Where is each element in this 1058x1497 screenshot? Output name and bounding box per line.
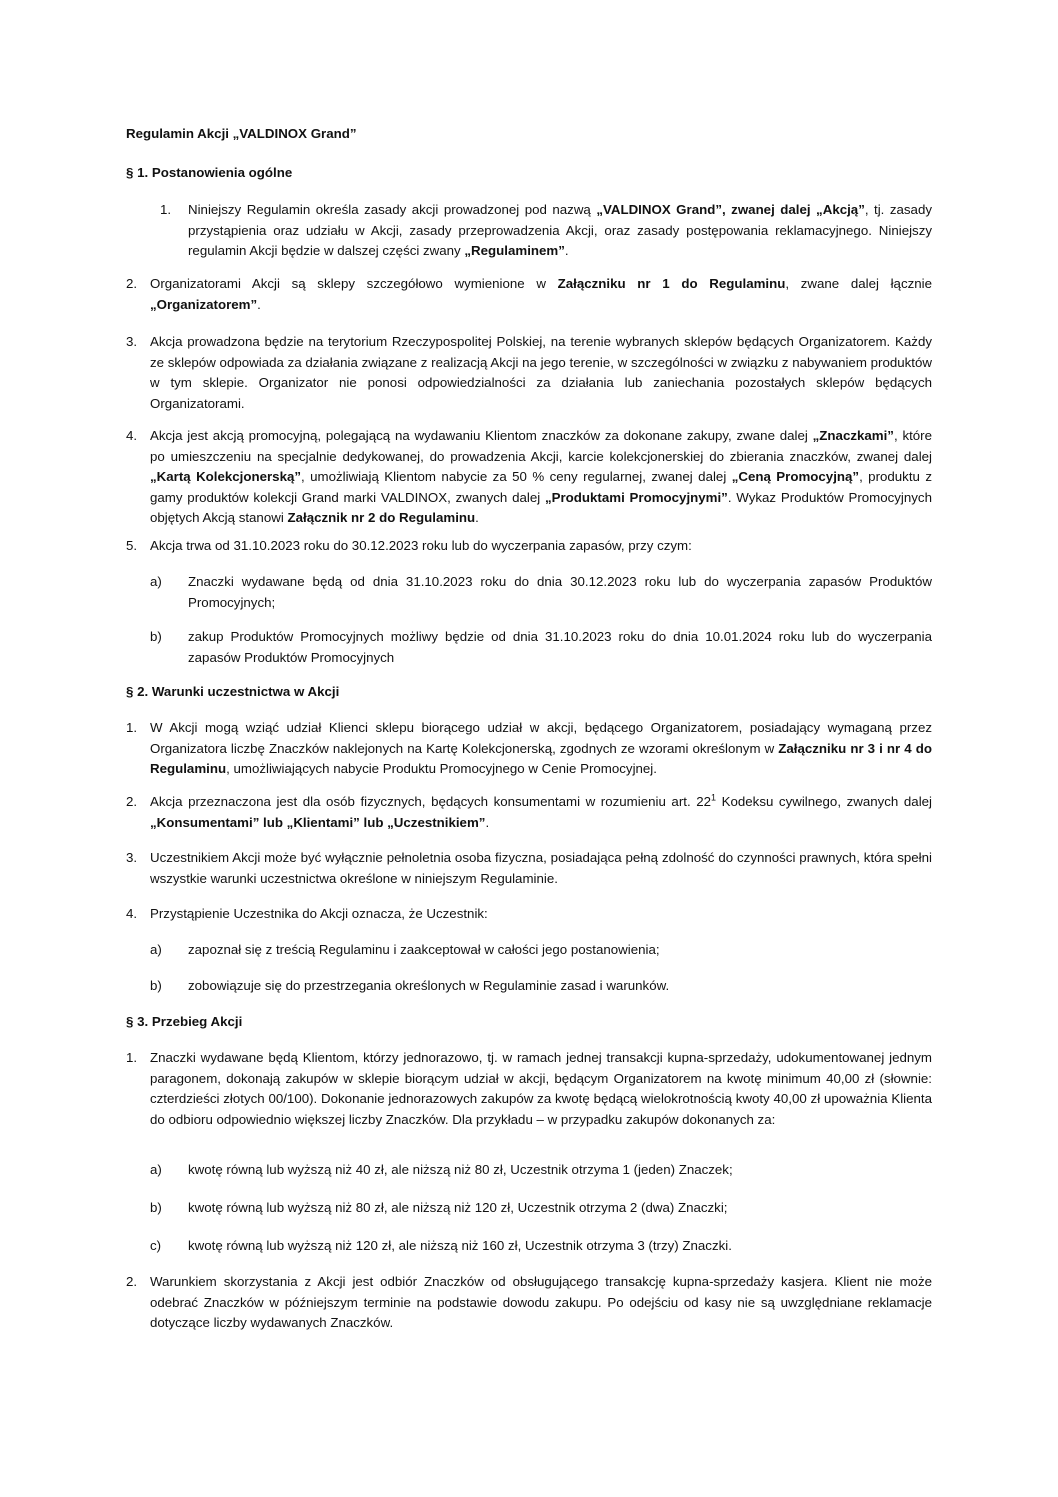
section-2-item-2-number: 2.: [126, 794, 138, 809]
section-3-heading: § 3. Przebieg Akcji: [126, 1014, 243, 1029]
section-1-item-5-number: 5.: [126, 538, 138, 553]
bold-run: Załącznik nr 2 do Regulaminu: [287, 510, 476, 525]
section-1-item-1-number: 1.: [160, 202, 172, 217]
text-run: .: [564, 243, 569, 258]
section-2-heading: § 2. Warunki uczestnictwa w Akcji: [126, 684, 340, 699]
section-1-item-4-number: 4.: [126, 428, 138, 443]
section-1-item-5-a-letter: a): [150, 574, 162, 589]
section-3-item-2-number: 2.: [126, 1274, 138, 1289]
text-run: Kodeksu cywilnego, zwanych dalej: [716, 794, 933, 809]
text-run: , tj. zasady przystąpienia oraz udziału w Akcji, zasady przeprowadzenia Akcji, oraz zasady postępowania reklamacyjnego. Niniejszy regulamin Akcji będzie w dalszej części zwany: [188, 202, 932, 258]
section-1-item-2-number: 2.: [126, 276, 138, 291]
section-3-item-1: Znaczki wydawane będą Klientom, którzy jednorazowo, tj. w ramach jednej transakcji kupna-sprzedaży, udokumentowanej jednym paragonem, dokonają zakupów w sklepie biorącym udział w akcji, będącym Organizatorem na kwotę minimum 40,00 zł (słownie: czterdzieści złotych 00/100). Dokonanie jednorazowych zakupów za kwotę będącą wielokrotnością kwoty 40,00 zł upoważnia Klienta do odbioru odpowiednio większej liczby Znaczków. Dla przykładu – w przypadku zakupów dokonanych za:: [150, 1050, 932, 1127]
section-1-heading: § 1. Postanowienia ogólne: [126, 165, 293, 180]
text-run: W Akcji mogą wziąć udział Klienci sklepu biorącego udział w akcji, będącego Organizatorem, posiadający wymaganą przez Organizatora liczbę Znaczków naklejonych na Kartę Kolekcjonerską, zgodnych ze wzorami określonym w: [150, 720, 932, 756]
text-run: , które po umieszczeniu na specjalnie dedykowanej, do prowadzenia Akcji, karcie kolekcjonerskiej do zbierania znaczków, zwanej dalej: [150, 428, 933, 464]
text-run: Akcja przeznaczona jest dla osób fizycznych, będących konsumentami w rozumieniu art. 22: [150, 794, 712, 809]
text-run: , umożliwiających nabycie Produktu Promocyjnego w Cenie Promocyjnej.: [226, 761, 657, 776]
bold-run: „Ceną Promocyjną”: [731, 469, 860, 484]
document-title: Regulamin Akcji „VALDINOX Grand”: [126, 126, 357, 141]
section-1-item-2: [150, 274, 932, 315]
section-2-item-4-a-letter: a): [150, 942, 162, 957]
section-2-item-4: Przystąpienie Uczestnika do Akcji oznacza, że Uczestnik:: [150, 906, 488, 921]
section-3-item-1-number: 1.: [126, 1050, 138, 1065]
text-run: .: [257, 296, 261, 312]
bold-run: „Znaczkami”: [812, 428, 894, 443]
superscript: 1: [711, 792, 717, 803]
section-1-item-3-number: 3.: [126, 334, 138, 349]
section-1-item-1: [188, 200, 932, 262]
text-run: Akcja jest akcją promocyjną, polegającą na wydawaniu Klientom znaczków za dokonane zakupy, zwane dalej: [150, 428, 813, 443]
section-1-item-3: Akcja prowadzona będzie na terytorium Rzeczypospolitej Polskiej, na terenie wybranych sklepów będących Organizatorem. Każdy ze sklepów odpowiada za działania związane z realizacją Akcji na jego terenie, w szczególności w związku z nabywaniem produktów w tym sklepie. Organizator nie ponosi odpowiedzialności za działania lub zaniechania pozostałych sklepów będących Organizatorami.: [150, 334, 932, 411]
text-run: , umożliwiają Klientom nabycie za 50 % ceny regularnej, zwanej dalej: [301, 469, 732, 484]
bold-run: „Regulaminem”: [464, 243, 565, 258]
bold-run: „Konsumentami” lub „Klientami” lub „Uczestnikiem”: [150, 814, 486, 830]
text-run: Niniejszy Regulamin określa zasady akcji prowadzonej pod nazwą: [188, 202, 597, 217]
section-3-item-1-c-letter: c): [150, 1238, 162, 1253]
section-3-item-1-c: kwotę równą lub wyższą niż 120 zł, ale niższą niż 160 zł, Uczestnik otrzyma 3 (trzy) Znaczki.: [188, 1238, 732, 1253]
bold-run: Załączniku nr 3 i nr 4 do Regulaminu: [150, 740, 932, 776]
bold-run: „Produktami Promocyjnymi”: [544, 489, 728, 505]
bold-run: Załączniku nr 1 do Regulaminu: [557, 276, 786, 291]
section-2-item-3: Uczestnikiem Akcji może być wyłącznie pełnoletnia osoba fizyczna, posiadająca pełną zdolność do czynności prawnych, która spełni wszystkie warunki uczestnictwa określone w niniejszym Regulaminie.: [150, 850, 932, 886]
section-3-item-1-a-letter: a): [150, 1162, 162, 1177]
section-1-item-5: Akcja trwa od 31.10.2023 roku do 30.12.2023 roku lub do wyczerpania zapasów, przy czym:: [150, 538, 692, 553]
text-run: . Wykaz Produktów Promocyjnych objętych Akcją stanowi: [150, 489, 932, 525]
section-3-item-1-b: kwotę równą lub wyższą niż 80 zł, ale niższą niż 120 zł, Uczestnik otrzyma 2 (dwa) Znaczki;: [188, 1200, 728, 1215]
section-1-item-5-b: zakup Produktów Promocyjnych możliwy będzie od dnia 31.10.2023 roku do dnia 10.01.2024 roku lub do wyczerpania zapasów Produktów Promocyjnych: [188, 629, 932, 665]
section-1-item-5-a: Znaczki wydawane będą od dnia 31.10.2023 roku do dnia 30.12.2023 roku lub do wyczerpania zapasów Produktów Promocyjnych;: [188, 574, 932, 610]
section-2-item-3-number: 3.: [126, 850, 138, 865]
text-run: Organizatorami Akcji są sklepy szczegółowo wymienione w: [150, 276, 558, 291]
section-1-item-4: [150, 426, 932, 529]
section-2-item-1-number: 1.: [126, 720, 138, 735]
section-3-item-1-a: kwotę równą lub wyższą niż 40 zł, ale niższą niż 80 zł, Uczestnik otrzyma 1 (jeden) Znaczek;: [188, 1162, 733, 1177]
text-run: , produktu z gamy produktów kolekcji Grand marki VALDINOX, zwanych dalej: [150, 469, 932, 505]
section-3-item-2: Warunkiem skorzystania z Akcji jest odbiór Znaczków od obsługującego transakcję kupna-sprzedaży kasjera. Klient nie może odebrać Znaczków w późniejszym terminie na podstawie dowodu zakupu. Po odejściu od kasy nie są uwzględniane reklamacje dotyczące liczby wydawanych Znaczków.: [150, 1274, 932, 1330]
text-run: .: [485, 814, 490, 830]
bold-run: „Kartą Kolekcjonerską”: [150, 469, 302, 484]
section-2-item-1: [150, 718, 932, 780]
text-run: , zwane dalej łącznie: [785, 276, 932, 291]
section-2-item-4-b-letter: b): [150, 978, 162, 993]
section-2-item-4-a: zapoznał się z treścią Regulaminu i zaakceptował w całości jego postanowienia;: [188, 942, 660, 957]
section-2-item-2: [150, 792, 932, 833]
text-run: .: [475, 510, 479, 525]
section-2-item-4-number: 4.: [126, 906, 138, 921]
section-3-item-1-b-letter: b): [150, 1200, 162, 1215]
section-2-item-4-b: zobowiązuje się do przestrzegania określonych w Regulaminie zasad i warunków.: [188, 978, 670, 993]
section-1-item-5-b-letter: b): [150, 629, 162, 644]
bold-run: „VALDINOX Grand”, zwanej dalej „Akcją”: [596, 202, 865, 217]
bold-run: „Organizatorem”: [150, 296, 258, 312]
